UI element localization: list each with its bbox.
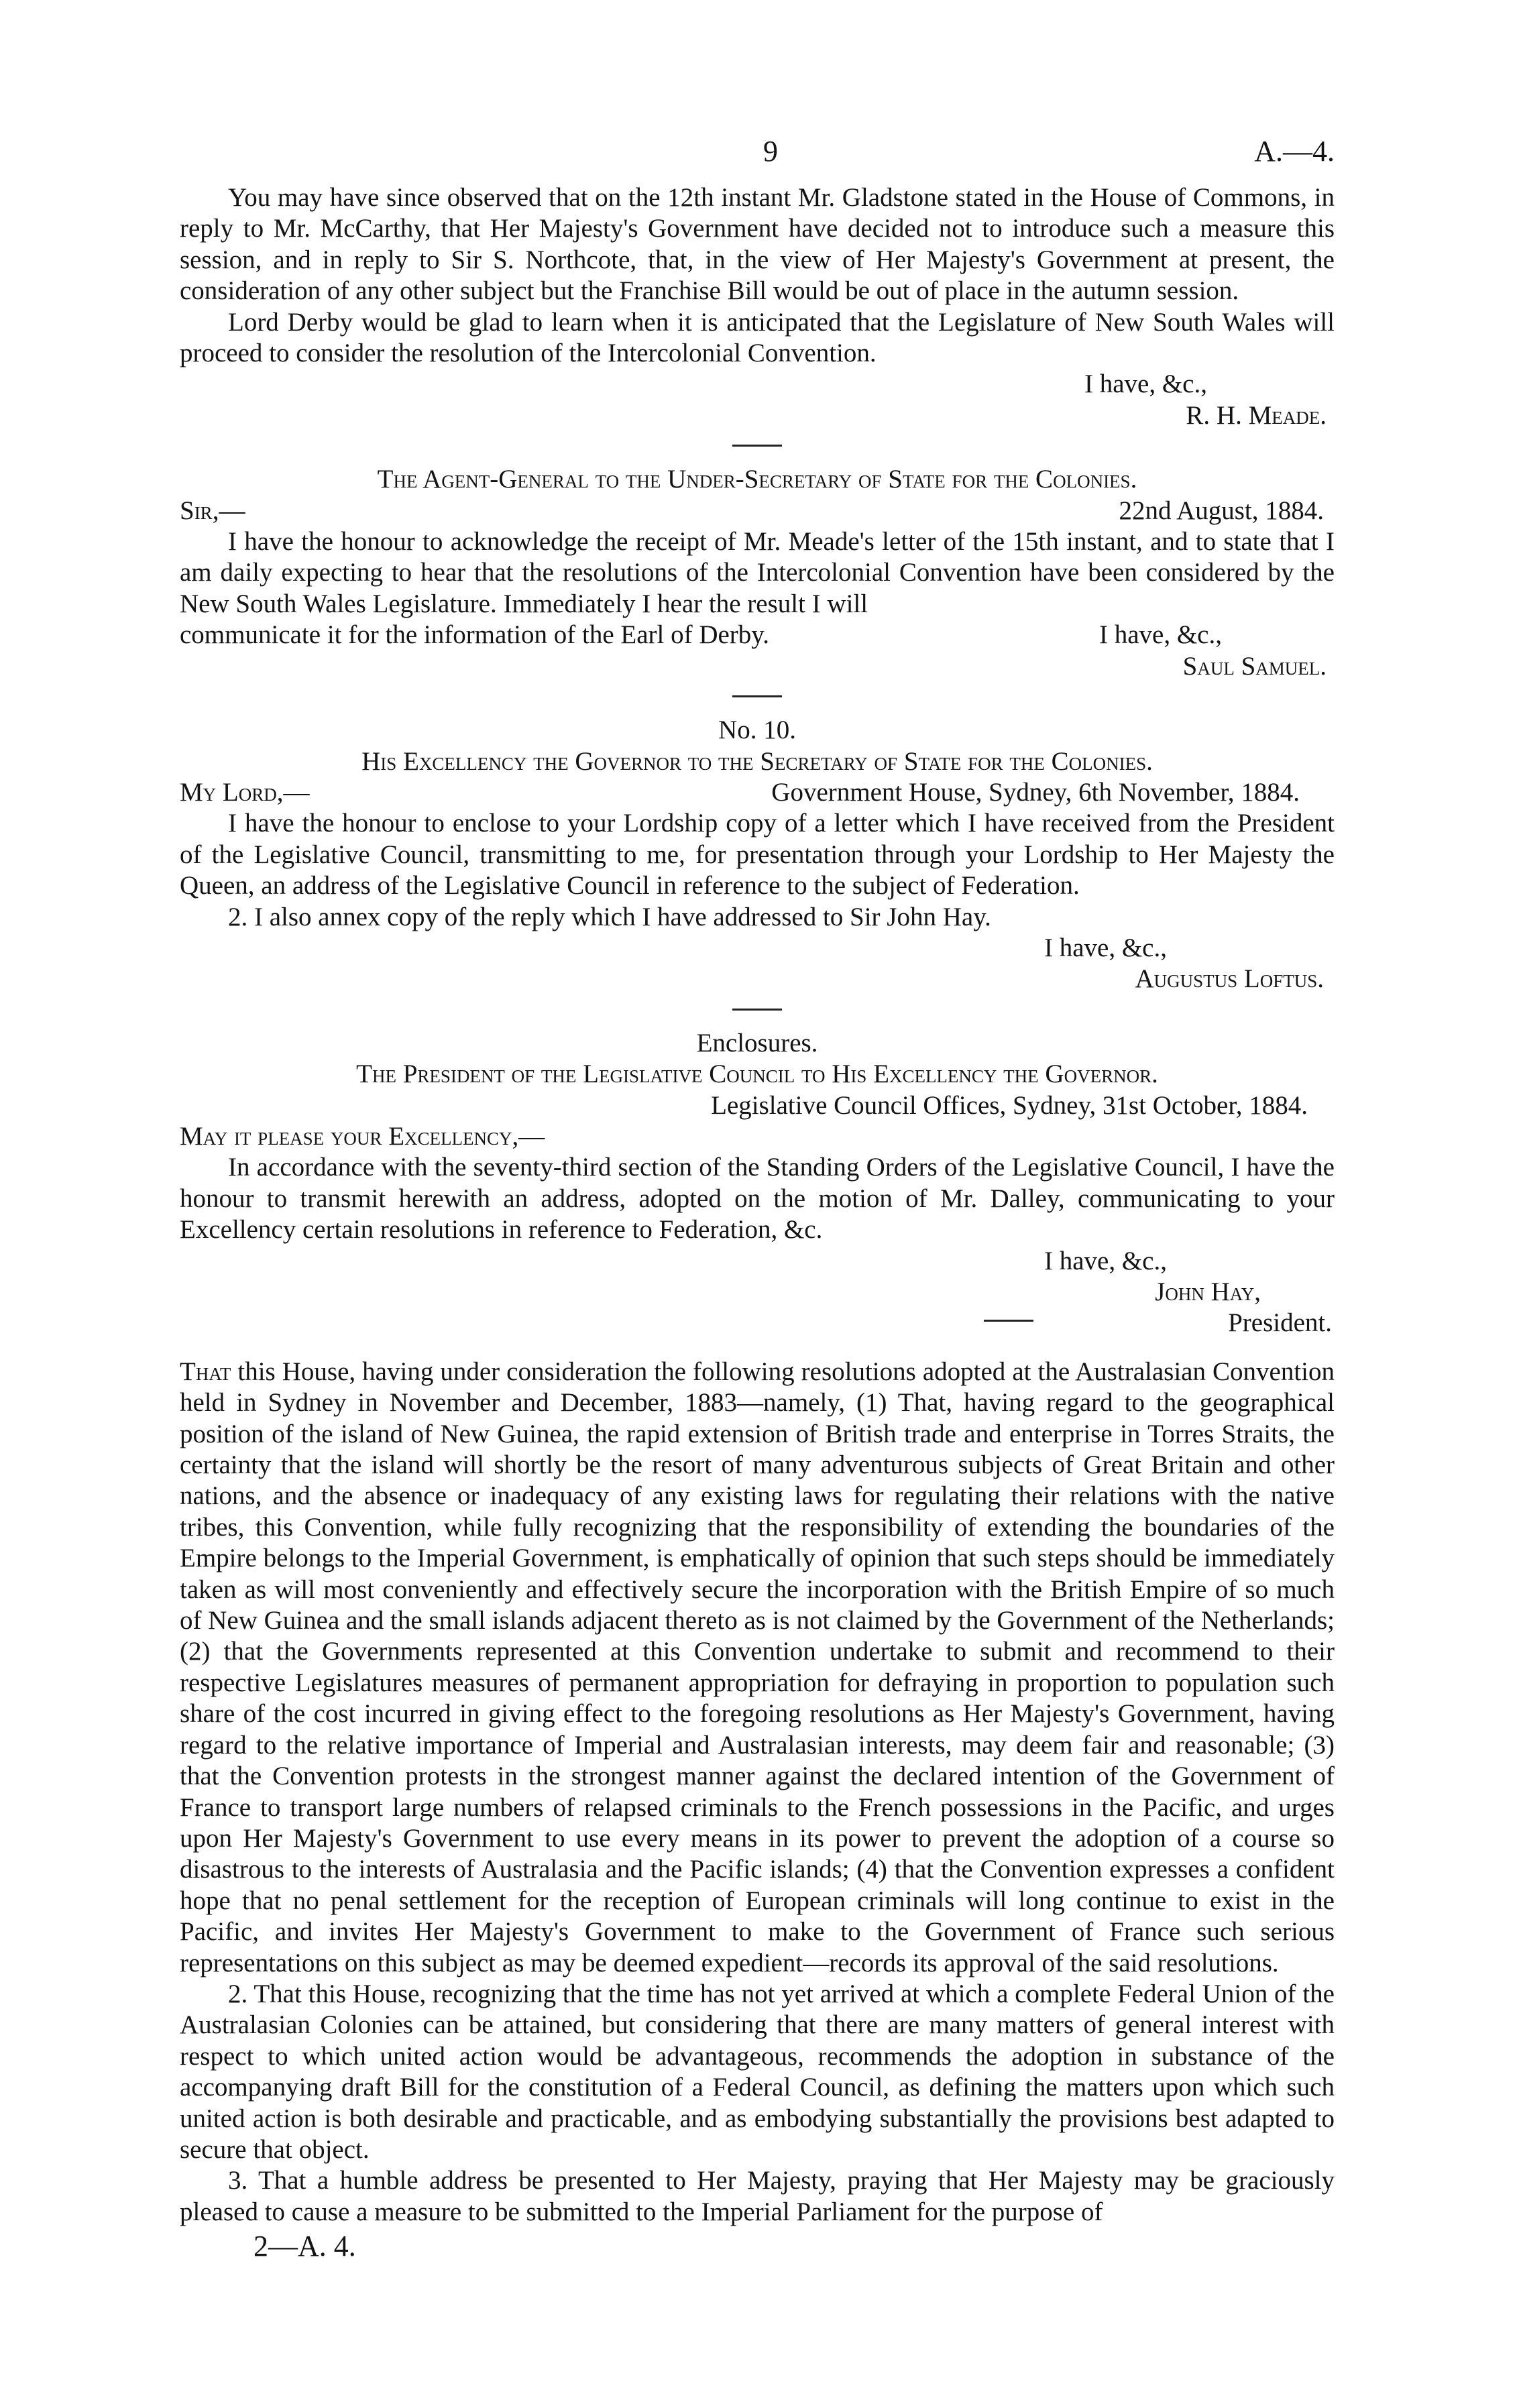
signature-title: President. (1228, 1308, 1332, 1338)
section-divider (732, 695, 782, 697)
paragraph: I have the honour to enclose to your Lordship copy of a letter which I have received from the President of the Legislative Council, transmitting to me, for presentation through your Lordship to Her Majesty the Queen, an address of the Legislative Council in reference to the subject of Federation. (180, 809, 1335, 901)
section-divider (732, 1009, 782, 1011)
closing: I have, &c., (1084, 369, 1207, 399)
salutation: My Lord,— (180, 777, 310, 807)
letter-agent-general (180, 464, 1335, 682)
paragraph: 2. That this House, recognizing that the time has not yet arrived at which a complete Federal Union of the Australasian Colonies can be attained, but considering that there are many matters of general interest with respect to which united action would be advantageous, recommends the adoption in substance of the accompanying draft Bill for the constitution of a Federal Council, as defining the matters upon which such united action is both desirable and practicable, and as embodying substantially the provisions best adapted to secure that object. (180, 1979, 1335, 2164)
closing: I have, &c., (1044, 933, 1167, 962)
signature: R. H. Meade. (1186, 400, 1327, 430)
enclosures (180, 1028, 1335, 1339)
signature: John Hay, (1155, 1277, 1261, 1306)
lead-word: That (180, 1357, 231, 1386)
paragraph: In accordance with the seventy-third section of the Standing Orders of the Legislative Council, I have the honour to transmit herewith an address, adopted on the motion of Mr. Dalley, communicating to your Excellency certain resolutions in reference to Federation, &c. (180, 1153, 1335, 1245)
salutation: May it please your Excellency,— (180, 1121, 545, 1151)
paragraph: 2. I also annex copy of the reply which I have addressed to Sir John Hay. (228, 902, 991, 931)
paragraph-text: this House, having under consideration the following resolutions adopted at the Australasian Convention held in Sydney in November and December, 1883—namely, (1) That, having regard to the geographical position of the island of New Guinea, the rapid extension of British trade and enterprise in Torres Straits, the certainty that the island will shortly be the resort of many adventurous subjects of Great Britain and other nations, and the absence or inadequacy of any existing laws for regulating their relations with the native tribes, this Convention, while fully recognizing that the responsibility of extending the boundaries of the Empire belongs to the Imperial Government, is emphatically of opinion that such steps should be immediately taken as will most conveniently and effectively secure the incorporation with the British Empire of so much of New Guinea and the small islands adjacent thereto as is not claimed by the Government of the Netherlands; (2) that the Governments represented at this Convention undertake to submit and recommend to their respective Legislatures measures of permanent appropriation for defraying in proportion to population such share of the cost incurred in giving effect to the foregoing resolutions as Her Majesty's Government, having regard to the relative importance of Imperial and Australasian interests, may deem fair and reasonable; (3) that the Convention protests in the strongest manner against the declared intention of the Government of France to transport large numbers of relapsed criminals to the French possessions in the Pacific, and urges upon Her Majesty's Government to use every means in its power to prevent the adoption of a course so disastrous to the interests of Australasia and the Pacific islands; (4) that the Convention expresses a confident hope that no penal settlement for the reception of European criminals will long continue to exist in the Pacific, and invites Her Majesty's Government to make to the Government of France such serious representations on this subject as may be deemed expedient—records its approval of the said resolutions. (180, 1357, 1335, 1977)
section-divider (732, 445, 782, 447)
enclosures-title: Enclosures. (696, 1028, 818, 1057)
paragraph-end: communicate it for the information of the Earl of Derby. (180, 620, 770, 650)
letter-number: No. 10. (718, 715, 796, 745)
letter-date: 22nd August, 1884. (1119, 496, 1324, 525)
letter-date: Government House, Sydney, 6th November, 1884. (771, 777, 1300, 807)
closing: I have, &c., (1098, 620, 1222, 650)
signature-reference: 2—A. 4. (253, 2230, 356, 2263)
letter-heading: The Agent-General to the Under-Secretary of State for the Colonies. (377, 465, 1137, 494)
closing-line (180, 620, 1335, 650)
letter-date: Legislative Council Offices, Sydney, 31st October, 1884. (711, 1090, 1308, 1120)
page-number: 9 (763, 135, 778, 168)
paragraph: I have the honour to acknowledge the receipt of Mr. Meade's letter of the 15th instant, and to state that I am daily expecting to hear that the resolutions of the Intercolonial Convention have been considered by the New South Wales Legislature. Immediately I hear the result I will (180, 527, 1335, 618)
letter-heading: The President of the Legislative Council to His Excellency the Governor. (356, 1059, 1158, 1089)
page-header (180, 134, 1335, 182)
paragraph: You may have since observed that on the 12th instant Mr. Gladstone stated in the House of Commons, in reply to Mr. McCarthy, that Her Majesty's Government have decided not to introduce such a measure this session, and in reply to Sir S. Northcote, that, in the view of Her Majesty's Government at present, the consideration of any other subject but the Franchise Bill would be out of place in the autumn session. (180, 183, 1335, 306)
salutation: Sir,— (180, 496, 245, 525)
letter-meade (180, 182, 1335, 431)
paper-reference: A.—4. (1254, 135, 1335, 168)
letter-governor (180, 715, 1335, 995)
signature: Augustus Loftus. (1135, 964, 1324, 994)
paragraph: 3. That a humble address be presented to Her Majesty, praying that Her Majesty may be graciously pleased to cause a measure to be submitted to the Imperial Parliament for the purpose of (180, 2166, 1335, 2226)
salutation-line (180, 777, 1335, 808)
paragraph (180, 1357, 1335, 1979)
salutation-line (180, 496, 1335, 526)
signature-title-line (180, 1308, 1335, 1338)
closing: I have, &c., (1044, 1246, 1167, 1275)
resolutions (180, 1357, 1335, 2228)
paragraph: Lord Derby would be glad to learn when it is anticipated that the Legislature of New South Wales will proceed to consider the resolution of the Intercolonial Convention. (180, 307, 1335, 368)
signature: Saul Samuel. (1182, 651, 1327, 681)
short-divider (984, 1320, 1033, 1322)
letter-heading: His Excellency the Governor to the Secretary of State for the Colonies. (361, 746, 1153, 776)
